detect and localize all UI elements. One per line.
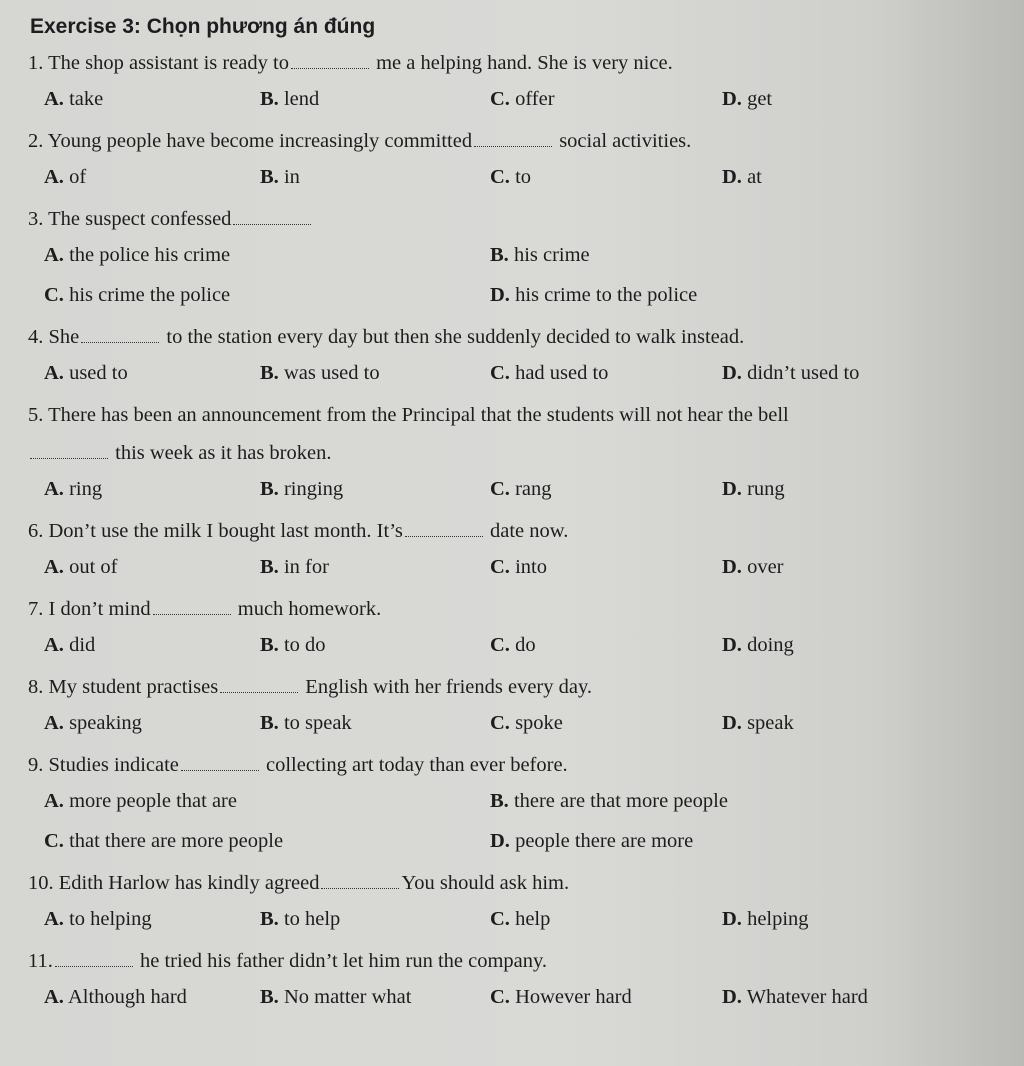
option-c: C. spoke: [490, 712, 563, 734]
exercise-content: [28, 8, 1008, 1022]
option-c: C. However hard: [490, 986, 632, 1008]
options-8: [28, 708, 1008, 748]
question-text-cont: this week as it has broken.: [115, 442, 332, 464]
options-2: [28, 162, 1008, 202]
option-c: C. his crime the police: [44, 284, 231, 306]
option-b: B. lend: [260, 88, 320, 110]
option-a: A. out of: [44, 556, 118, 578]
question-text-cont: me a helping hand. She is very nice.: [376, 52, 673, 74]
option-d: D. Whatever hard: [722, 986, 868, 1008]
option-d: D. doing: [722, 634, 794, 656]
option-a: A. speaking: [44, 712, 142, 734]
option-b: B. No matter what: [260, 986, 412, 1008]
options-3-row1: [28, 240, 1008, 280]
question-text-cont: to the station every day but then she suddenly decided to walk instead.: [166, 326, 745, 348]
options-9-row2: [28, 826, 1008, 866]
question-11: [28, 944, 1008, 982]
option-c: C. rang: [490, 478, 552, 500]
option-a: A. ring: [44, 478, 103, 500]
option-c: C. that there are more people: [44, 830, 284, 852]
question-7: [28, 592, 1008, 630]
question-9: [28, 748, 1008, 786]
option-d: D. get: [722, 88, 773, 110]
option-b: B. ringing: [260, 478, 344, 500]
option-a: A. of: [44, 166, 87, 188]
question-6: [28, 514, 1008, 552]
answer-blank: [474, 128, 552, 147]
question-10: [28, 866, 1008, 904]
answer-blank: [181, 752, 259, 771]
question-text-cont: You should ask him.: [401, 872, 570, 894]
option-b: B. to speak: [260, 712, 352, 734]
option-a: A. Although hard: [44, 986, 187, 1008]
option-d: D. his crime to the police: [490, 284, 698, 306]
option-c: C. to: [490, 166, 532, 188]
question-text-cont: he tried his father didn’t let him run the company.: [140, 950, 548, 972]
question-text-cont: English with her friends every day.: [305, 676, 593, 698]
question-text: 1. The shop assistant is ready to: [28, 52, 289, 74]
question-text: 3. The suspect confessed: [28, 208, 232, 230]
question-text: 7. I don’t mind: [28, 598, 151, 620]
option-b: B. in: [260, 166, 300, 188]
answer-blank: [81, 324, 159, 343]
option-c: C. into: [490, 556, 547, 578]
options-11: [28, 982, 1008, 1022]
option-b: B. to help: [260, 908, 341, 930]
question-4: [28, 320, 1008, 358]
option-c: C. help: [490, 908, 551, 930]
option-a: A. used to: [44, 362, 128, 384]
option-d: D. at: [722, 166, 762, 188]
question-1: [28, 46, 1008, 84]
option-d: D. rung: [722, 478, 785, 500]
option-a: A. did: [44, 634, 96, 656]
answer-blank: [55, 948, 133, 967]
options-3-row2: [28, 280, 1008, 320]
answer-blank: [233, 206, 311, 225]
answer-blank: [405, 518, 483, 537]
question-text: 9. Studies indicate: [28, 754, 179, 776]
options-7: [28, 630, 1008, 670]
answer-blank: [220, 674, 298, 693]
question-5-line2: [28, 436, 1008, 474]
answer-blank: [30, 440, 108, 459]
question-text-cont: much homework.: [237, 598, 382, 620]
question-text-cont: social activities.: [559, 130, 692, 152]
option-a: A. more people that are: [44, 790, 237, 812]
question-text: 6. Don’t use the milk I bought last month. It’s: [28, 520, 403, 542]
question-5: [28, 398, 1008, 436]
question-text: 4. She: [28, 326, 80, 348]
exercise-title: Exercise 3: Chọn phương án đúng: [30, 15, 376, 38]
option-b: B. his crime: [490, 244, 590, 266]
options-4: [28, 358, 1008, 398]
option-a: A. to helping: [44, 908, 152, 930]
options-1: [28, 84, 1008, 124]
answer-blank: [291, 50, 369, 69]
answer-blank: [153, 596, 231, 615]
question-8: [28, 670, 1008, 708]
option-d: D. over: [722, 556, 784, 578]
option-b: B. in for: [260, 556, 329, 578]
question-text: 8. My student practises: [28, 676, 219, 698]
option-c: C. offer: [490, 88, 555, 110]
option-d: D. didn’t used to: [722, 362, 860, 384]
option-b: B. was used to: [260, 362, 380, 384]
options-9-row1: [28, 786, 1008, 826]
answer-blank: [321, 870, 399, 889]
option-d: D. people there are more: [490, 830, 694, 852]
question-text-cont: collecting art today than ever before.: [266, 754, 568, 776]
option-a: A. the police his crime: [44, 244, 231, 266]
options-5: [28, 474, 1008, 514]
option-a: A. take: [44, 88, 104, 110]
question-text: 2. Young people have become increasingly committed: [28, 130, 473, 152]
option-b: B. to do: [260, 634, 326, 656]
question-text: 11.: [28, 950, 53, 972]
option-c: C. do: [490, 634, 536, 656]
option-c: C. had used to: [490, 362, 609, 384]
question-text-cont: date now.: [490, 520, 569, 542]
question-2: [28, 124, 1008, 162]
option-d: D. speak: [722, 712, 794, 734]
options-10: [28, 904, 1008, 944]
question-text: 10. Edith Harlow has kindly agreed: [28, 872, 320, 894]
question-3: [28, 202, 1008, 240]
option-b: B. there are that more people: [490, 790, 728, 812]
option-d: D. helping: [722, 908, 809, 930]
question-text: 5. There has been an announcement from the Principal that the students will not hear the bell: [28, 404, 789, 426]
options-6: [28, 552, 1008, 592]
